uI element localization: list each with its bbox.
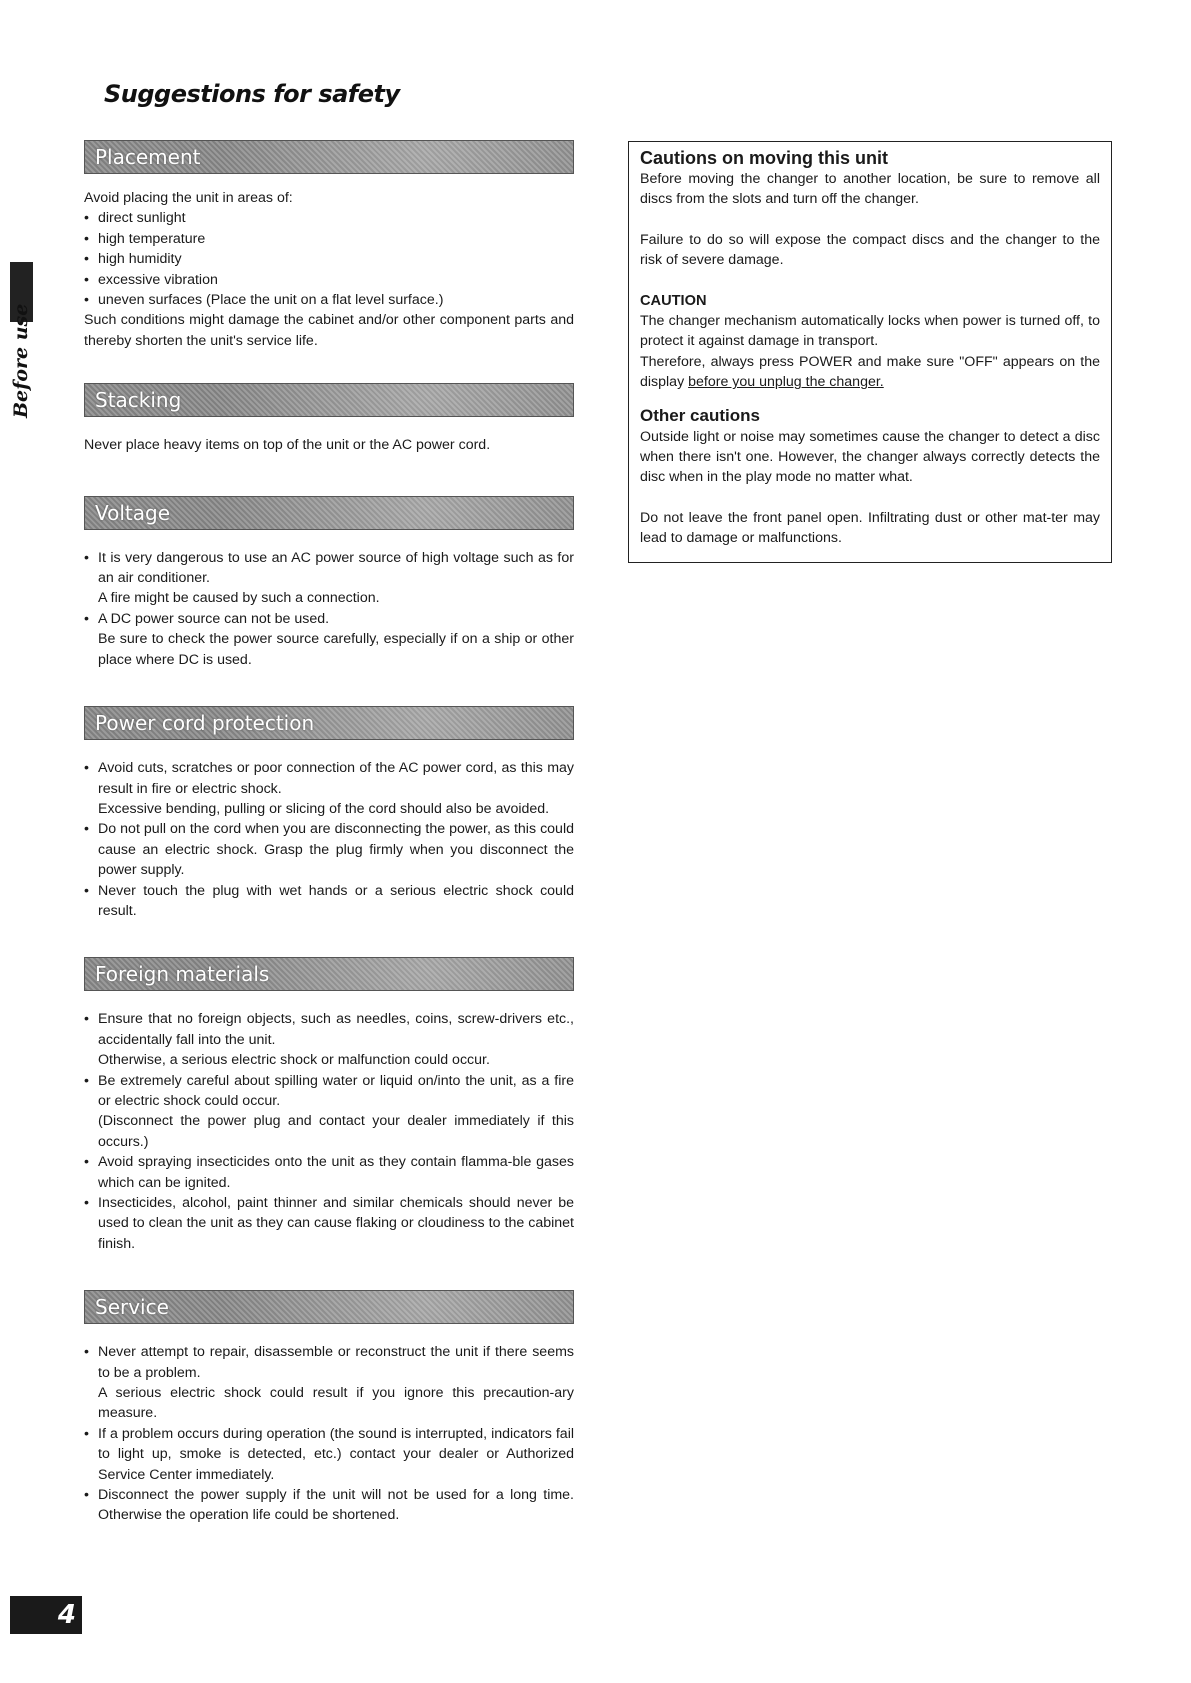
section-banner (84, 706, 574, 740)
section-body (84, 435, 574, 455)
text-line: Before moving the changer to another location, be sure to remove all discs from the slots and turn off the changer. (640, 171, 1100, 208)
list-item: • uneven surfaces (Place the unit on a flat level surface.) (84, 290, 574, 310)
section-heading: Stacking (95, 388, 182, 413)
text-line: Never place heavy items on top of the unit or the AC power cord. (84, 437, 491, 454)
text-line: Such conditions might damage the cabinet and/or other component parts and thereby shorten the unit's service life. (84, 312, 574, 349)
spacer (640, 210, 1100, 230)
section-body (84, 1009, 574, 1254)
page-title: Suggestions for safety (104, 80, 400, 108)
list-item: • excessive vibration (84, 270, 574, 290)
list-item: • Avoid spraying insecticides onto the unit as they contain flamma-ble gases which can be ignited. (84, 1152, 574, 1193)
section-body (84, 188, 574, 351)
list-item: • Do not pull on the cord when you are disconnecting the power, as this could cause an electric shock. Grasp the plug firmly when you disconnect the power supply. (84, 819, 574, 880)
section-heading: Power cord protection (95, 711, 315, 736)
list-item: • Disconnect the power supply if the unit will not be used for a long time. Otherwise the operation life could be shortened. (84, 1485, 574, 1526)
underlined-text: before you unplug the changer. (688, 374, 884, 391)
section-service (84, 1290, 574, 1526)
section-banner (84, 140, 574, 174)
section-banner (84, 1290, 574, 1324)
section-heading: Placement (95, 145, 201, 169)
text-line: Outside light or noise may sometimes cause the changer to detect a disc when there isn't one. However, the changer always correctly detects the disc when in the play mode no matter what. (640, 428, 1100, 486)
section-foreign-materials (84, 957, 574, 1254)
left-column (84, 140, 574, 1526)
section-banner (84, 383, 574, 417)
section-heading: Service (95, 1295, 169, 1320)
list-item: • high humidity (84, 249, 574, 269)
list-item: • Ensure that no foreign objects, such as needles, coins, screw-drivers etc., accidentally fall into the unit. (84, 1009, 574, 1050)
text-line: (Disconnect the power plug and contact your dealer immediately if this occurs.) (98, 1113, 574, 1150)
spacer (640, 488, 1100, 508)
section-voltage (84, 496, 574, 670)
list-item: • Never attempt to repair, disassemble or reconstruct the unit if there seems to be a problem. (84, 1342, 574, 1383)
text-line: Excessive bending, pulling or slicing of the cord should also be avoided. (98, 800, 550, 817)
section-body (84, 1342, 574, 1526)
text-line: The changer mechanism automatically locks when power is turned off, to protect it against damage in transport. (640, 313, 1100, 350)
text-line: Otherwise, a serious electric shock or malfunction could occur. (98, 1052, 490, 1069)
section-body (84, 758, 574, 921)
text-line: A serious electric shock could result if you ignore this precaution-ary measure. (98, 1385, 574, 1422)
text-line: A fire might be caused by such a connection. (98, 590, 380, 607)
list-item: • A DC power source can not be used. (84, 609, 574, 629)
section-power-cord (84, 706, 574, 921)
list-item: • If a problem occurs during operation (the sound is interrupted, indicators fail to light up, smoke is detected, etc.) contact your dealer or Authorized Service Center immediately. (84, 1424, 574, 1485)
text-span: Therefore, always press POWER and make sure "OFF" appears on the display (640, 353, 1100, 391)
section-body (84, 548, 574, 670)
side-label: Before use (10, 303, 32, 418)
list-item: • Be extremely careful about spilling water or liquid on/into the unit, as a fire or electric shock could occur. (84, 1071, 574, 1112)
section-stacking (84, 383, 574, 455)
cautions-box (628, 141, 1112, 563)
text-line: Failure to do so will expose the compact discs and the changer to the risk of severe damage. (640, 231, 1100, 269)
list-item: • Insecticides, alcohol, paint thinner and similar chemicals should never be used to clean the unit as they can cause flaking or cloudiness to the cabinet finish. (84, 1193, 574, 1254)
section-heading: Voltage (95, 500, 171, 525)
moving-heading: Cautions on moving this unit (640, 148, 888, 168)
spacer (640, 271, 1100, 291)
section-banner (84, 957, 574, 991)
text-line: Be sure to check the power source carefully, especially if on a ship or other place where DC is used. (98, 631, 574, 668)
list-item: • Avoid cuts, scratches or poor connection of the AC power cord, as this may result in fire or electric shock. (84, 758, 574, 799)
list-item: • high temperature (84, 229, 574, 249)
text-line: Avoid placing the unit in areas of: (84, 190, 293, 206)
section-placement (84, 140, 574, 351)
list-item: • direct sunlight (84, 208, 574, 228)
section-banner (84, 496, 574, 530)
caution-heading: CAUTION (640, 292, 707, 309)
other-heading: Other cautions (640, 405, 760, 425)
list-item: • Never touch the plug with wet hands or a serious electric shock could result. (84, 881, 574, 922)
section-heading: Foreign materials (95, 962, 270, 987)
spacer (640, 393, 1100, 405)
list-item: • It is very dangerous to use an AC power source of high voltage such as for an air conditioner. (84, 548, 574, 589)
text-line (640, 352, 1100, 393)
text-line: Do not leave the front panel open. Infiltrating dust or other mat-ter may lead to damage or malfunctions. (640, 509, 1100, 547)
page-number: 4 (10, 1596, 82, 1634)
